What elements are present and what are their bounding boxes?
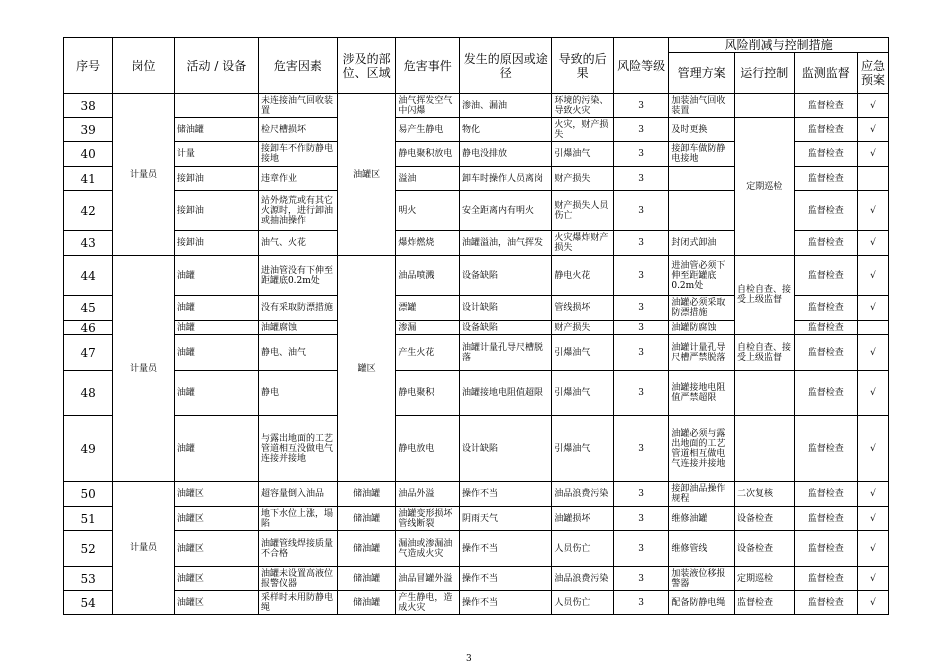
header-activity: 活动 / 设备	[174, 38, 258, 94]
cell-emergency: √	[858, 191, 889, 231]
cell-activity: 储油罐	[174, 118, 258, 142]
cell-result: 油品浪费污染	[552, 567, 614, 591]
cell-cause: 油罐计量孔导尺槽脱落	[460, 335, 552, 371]
cell-area: 储油罐	[337, 591, 395, 615]
cell-mgmt	[669, 191, 735, 231]
cell-hazard: 进油管没有下伸至距罐底0.2m处	[258, 256, 337, 296]
cell-post: 计量员	[113, 256, 175, 482]
cell-hazard: 静电、油气	[258, 335, 337, 371]
cell-activity	[174, 94, 258, 118]
cell-event: 爆炸燃烧	[396, 231, 460, 256]
cell-mgmt: 油罐必须与露出地面的工艺管道相互做电气连接并接地	[669, 416, 735, 482]
header-result: 导致的后果	[552, 38, 614, 94]
cell-activity: 油罐区	[174, 482, 258, 507]
table-body	[64, 94, 889, 615]
cell-cause: 操作不当	[460, 567, 552, 591]
table-row	[64, 371, 889, 416]
cell-seq: 52	[64, 531, 113, 567]
cell-hazard: 超容量倒入油品	[258, 482, 337, 507]
cell-emergency	[858, 167, 889, 191]
cell-monitor: 监督检查	[794, 94, 858, 118]
cell-event: 静电聚积	[396, 371, 460, 416]
cell-seq: 51	[64, 507, 113, 531]
cell-level: 3	[613, 142, 668, 167]
header-op: 运行控制	[735, 53, 795, 94]
cell-cause: 操作不当	[460, 531, 552, 567]
cell-seq: 46	[64, 321, 113, 335]
table-row	[64, 567, 889, 591]
cell-activity: 油罐区	[174, 591, 258, 615]
cell-monitor: 监督检查	[794, 567, 858, 591]
cell-cause: 设计缺陷	[460, 296, 552, 321]
cell-hazard: 与露出地面的工艺管道相互没做电气连接并接地	[258, 416, 337, 482]
cell-seq: 43	[64, 231, 113, 256]
cell-op: 监督检查	[735, 591, 795, 615]
cell-emergency: √	[858, 118, 889, 142]
table-row	[64, 507, 889, 531]
cell-result: 管线损坏	[552, 296, 614, 321]
cell-monitor: 监督检查	[794, 256, 858, 296]
cell-area: 储油罐	[337, 531, 395, 567]
cell-cause: 设备缺陷	[460, 321, 552, 335]
cell-cause: 操作不当	[460, 591, 552, 615]
cell-emergency	[858, 321, 889, 335]
cell-result: 火灾爆炸财产损失	[552, 231, 614, 256]
header-area: 涉及的部位、区域	[337, 38, 395, 94]
cell-activity: 接卸油	[174, 191, 258, 231]
cell-op: 二次复核	[735, 482, 795, 507]
cell-level: 3	[613, 482, 668, 507]
table-row	[64, 416, 889, 482]
cell-result: 财产损失	[552, 321, 614, 335]
cell-activity: 计量	[174, 142, 258, 167]
cell-level: 3	[613, 256, 668, 296]
cell-seq: 38	[64, 94, 113, 118]
cell-event: 明火	[396, 191, 460, 231]
cell-level: 3	[613, 191, 668, 231]
cell-monitor: 监督检查	[794, 507, 858, 531]
cell-monitor: 监督检查	[794, 296, 858, 321]
cell-event: 漂罐	[396, 296, 460, 321]
cell-activity: 接卸油	[174, 167, 258, 191]
cell-level: 3	[613, 416, 668, 482]
cell-activity: 油罐区	[174, 507, 258, 531]
cell-seq: 53	[64, 567, 113, 591]
cell-result: 环境的污染、导致火灾	[552, 94, 614, 118]
table-row	[64, 94, 889, 118]
cell-event: 漏油或渗漏油气造成火灾	[396, 531, 460, 567]
cell-level: 3	[613, 296, 668, 321]
cell-seq: 41	[64, 167, 113, 191]
cell-mgmt	[669, 167, 735, 191]
cell-area: 油罐区	[337, 94, 395, 256]
cell-result: 引爆油气	[552, 142, 614, 167]
table-row	[64, 482, 889, 507]
header-level: 风险等级	[613, 38, 668, 94]
header-mgmt: 管理方案	[669, 53, 735, 94]
cell-hazard: 检尺槽损坏	[258, 118, 337, 142]
cell-mgmt: 油罐防腐蚀	[669, 321, 735, 335]
cell-monitor: 监督检查	[794, 191, 858, 231]
cell-event: 油品喷溅	[396, 256, 460, 296]
header-measures: 风险削减与控制措施	[669, 38, 889, 53]
cell-hazard: 站外烧荒或有其它火源时，进行卸油或抽油操作	[258, 191, 337, 231]
cell-hazard: 油罐管线焊接质量不合格	[258, 531, 337, 567]
cell-mgmt: 配备防静电绳	[669, 591, 735, 615]
cell-level: 3	[613, 118, 668, 142]
cell-level: 3	[613, 231, 668, 256]
cell-monitor: 监督检查	[794, 321, 858, 335]
cell-mgmt: 维修管线	[669, 531, 735, 567]
cell-event: 易产生静电	[396, 118, 460, 142]
table-row	[64, 256, 889, 296]
cell-activity: 接卸油	[174, 231, 258, 256]
cell-seq: 49	[64, 416, 113, 482]
cell-emergency: √	[858, 94, 889, 118]
cell-seq: 54	[64, 591, 113, 615]
cell-mgmt: 油罐必须采取防漂措施	[669, 296, 735, 321]
cell-cause: 卸车时操作人员离岗	[460, 167, 552, 191]
cell-emergency: √	[858, 416, 889, 482]
cell-area: 储油罐	[337, 567, 395, 591]
cell-seq: 44	[64, 256, 113, 296]
cell-hazard: 未连接油气回收装置	[258, 94, 337, 118]
cell-level: 3	[613, 567, 668, 591]
cell-op	[735, 94, 795, 118]
cell-seq: 48	[64, 371, 113, 416]
cell-emergency: √	[858, 231, 889, 256]
cell-seq: 40	[64, 142, 113, 167]
cell-op: 自检自查、接受上级监督	[735, 256, 795, 335]
cell-result: 引爆油气	[552, 371, 614, 416]
cell-cause: 油罐溢油，油气挥发	[460, 231, 552, 256]
cell-result: 引爆油气	[552, 335, 614, 371]
table-row	[64, 118, 889, 142]
cell-seq: 50	[64, 482, 113, 507]
cell-cause: 安全距离内有明火	[460, 191, 552, 231]
cell-emergency: √	[858, 567, 889, 591]
cell-result: 静电火花	[552, 256, 614, 296]
cell-activity: 油罐区	[174, 567, 258, 591]
cell-mgmt: 封闭式卸油	[669, 231, 735, 256]
cell-hazard: 地下水位上涨，塌陷	[258, 507, 337, 531]
cell-level: 3	[613, 371, 668, 416]
cell-emergency: √	[858, 591, 889, 615]
cell-result: 人员伤亡	[552, 531, 614, 567]
cell-post: 计量员	[113, 94, 175, 256]
cell-cause: 渗油、漏油	[460, 94, 552, 118]
cell-mgmt: 维修油罐	[669, 507, 735, 531]
cell-monitor: 监督检查	[794, 531, 858, 567]
cell-monitor: 监督检查	[794, 371, 858, 416]
cell-event: 静电聚积放电	[396, 142, 460, 167]
cell-emergency: √	[858, 482, 889, 507]
cell-result: 火灾，财产损失	[552, 118, 614, 142]
cell-result: 油品浪费污染	[552, 482, 614, 507]
cell-event: 溢油	[396, 167, 460, 191]
table-header	[64, 38, 889, 94]
cell-level: 3	[613, 531, 668, 567]
cell-result: 人员伤亡	[552, 591, 614, 615]
cell-level: 3	[613, 321, 668, 335]
table-row	[64, 531, 889, 567]
cell-emergency: √	[858, 371, 889, 416]
cell-activity: 油罐	[174, 416, 258, 482]
cell-seq: 47	[64, 335, 113, 371]
cell-event: 油气挥发空气中闪爆	[396, 94, 460, 118]
table-row	[64, 335, 889, 371]
cell-monitor: 监督检查	[794, 167, 858, 191]
cell-monitor: 监督检查	[794, 591, 858, 615]
cell-cause: 操作不当	[460, 482, 552, 507]
cell-seq: 39	[64, 118, 113, 142]
cell-level: 3	[613, 591, 668, 615]
cell-area: 储油罐	[337, 507, 395, 531]
cell-activity: 油罐	[174, 256, 258, 296]
cell-hazard: 油罐未设置高液位报警仪器	[258, 567, 337, 591]
risk-table	[63, 37, 889, 615]
cell-hazard: 静电	[258, 371, 337, 416]
cell-result: 油罐损坏	[552, 507, 614, 531]
cell-event: 产生静电，造成火灾	[396, 591, 460, 615]
cell-result: 财产损失人员伤亡	[552, 191, 614, 231]
cell-cause: 设备缺陷	[460, 256, 552, 296]
table-row	[64, 591, 889, 615]
cell-monitor: 监督检查	[794, 482, 858, 507]
cell-hazard: 油罐腐蚀	[258, 321, 337, 335]
cell-emergency: √	[858, 335, 889, 371]
cell-level: 3	[613, 507, 668, 531]
cell-cause: 设计缺陷	[460, 416, 552, 482]
cell-seq: 45	[64, 296, 113, 321]
header-cause: 发生的原因或途径	[460, 38, 552, 94]
cell-op	[735, 416, 795, 482]
cell-event: 产生火花	[396, 335, 460, 371]
header-emergency: 应急预案	[858, 53, 889, 94]
header-seq: 序号	[64, 38, 113, 94]
cell-event: 油罐变形损坏管线断裂	[396, 507, 460, 531]
header-monitor: 监测监督	[794, 53, 858, 94]
cell-level: 3	[613, 335, 668, 371]
cell-emergency: √	[858, 296, 889, 321]
cell-activity: 油罐	[174, 296, 258, 321]
cell-op: 定期巡检	[735, 567, 795, 591]
cell-post: 计量员	[113, 482, 175, 615]
header-event: 危害事件	[396, 38, 460, 94]
cell-seq: 42	[64, 191, 113, 231]
cell-hazard: 没有采取防漂措施	[258, 296, 337, 321]
cell-event: 油品外溢	[396, 482, 460, 507]
cell-mgmt: 进油管必须下伸至距罐底0.2m处	[669, 256, 735, 296]
cell-result: 财产损失	[552, 167, 614, 191]
cell-hazard: 采样时未用防静电绳	[258, 591, 337, 615]
cell-level: 3	[613, 167, 668, 191]
page-number: 3	[466, 654, 472, 664]
cell-monitor: 监督检查	[794, 142, 858, 167]
cell-emergency: √	[858, 531, 889, 567]
cell-event: 油品冒罐外溢	[396, 567, 460, 591]
cell-activity: 油罐	[174, 335, 258, 371]
cell-mgmt: 加装油气回收装置	[669, 94, 735, 118]
cell-op: 定期巡检	[735, 118, 795, 256]
cell-emergency: √	[858, 507, 889, 531]
cell-activity: 油罐	[174, 371, 258, 416]
cell-op: 自检自查、接受上级监督	[735, 335, 795, 371]
cell-monitor: 监督检查	[794, 335, 858, 371]
cell-emergency: √	[858, 256, 889, 296]
cell-activity: 油罐区	[174, 531, 258, 567]
cell-mgmt: 及时更换	[669, 118, 735, 142]
cell-hazard: 接卸车不作防静电接地	[258, 142, 337, 167]
cell-cause: 油罐接地电阻值超限	[460, 371, 552, 416]
cell-event: 静电放电	[396, 416, 460, 482]
cell-op	[735, 371, 795, 416]
cell-monitor: 监督检查	[794, 118, 858, 142]
cell-level: 3	[613, 94, 668, 118]
cell-cause: 物化	[460, 118, 552, 142]
header-post: 岗位	[113, 38, 175, 94]
cell-cause: 静电没排放	[460, 142, 552, 167]
header-hazard: 危害因素	[258, 38, 337, 94]
cell-hazard: 违章作业	[258, 167, 337, 191]
cell-monitor: 监督检查	[794, 416, 858, 482]
cell-op: 设备检查	[735, 507, 795, 531]
cell-emergency: √	[858, 142, 889, 167]
cell-area: 罐区	[337, 256, 395, 482]
cell-result: 引爆油气	[552, 416, 614, 482]
cell-mgmt: 油罐计量孔导尺槽严禁脱落	[669, 335, 735, 371]
cell-mgmt: 接卸油品操作规程	[669, 482, 735, 507]
cell-mgmt: 加装液位移报警器	[669, 567, 735, 591]
cell-mgmt: 接卸车做防静电接地	[669, 142, 735, 167]
cell-cause: 阴雨天气	[460, 507, 552, 531]
cell-mgmt: 油罐接地电阻值严禁超限	[669, 371, 735, 416]
cell-activity: 油罐	[174, 321, 258, 335]
cell-monitor: 监督检查	[794, 231, 858, 256]
cell-op: 设备检查	[735, 531, 795, 567]
cell-hazard: 油气、火花	[258, 231, 337, 256]
cell-event: 渗漏	[396, 321, 460, 335]
cell-area: 储油罐	[337, 482, 395, 507]
